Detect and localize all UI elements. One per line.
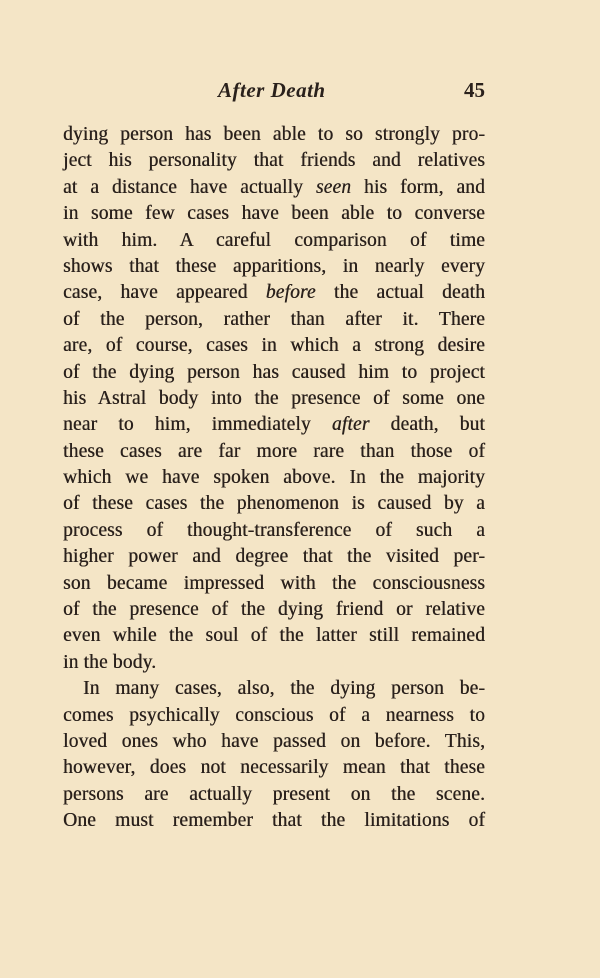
text-line	[63, 280, 485, 306]
text-segment: which we have spoken above. In the majority	[63, 467, 485, 489]
text-segment: case, have appeared	[63, 282, 266, 304]
text-line	[63, 571, 485, 597]
text-line	[63, 465, 485, 491]
text-line	[63, 782, 485, 808]
text-segment: higher power and degree that the visited per-	[63, 546, 485, 568]
text-line	[63, 518, 485, 544]
text-segment: In many cases, also, the dying person be-	[83, 678, 485, 700]
text-line	[63, 386, 485, 412]
italic-text: before	[265, 282, 316, 304]
text-segment: with him. A careful comparison of time	[63, 229, 485, 251]
text-line	[63, 412, 485, 438]
running-title: After Death	[218, 78, 326, 102]
text-segment: however, does not necessarily mean that these	[63, 757, 485, 779]
text-segment: his form, and	[351, 176, 485, 198]
text-segment: are, of course, cases in which a strong desire	[63, 335, 485, 357]
text-line	[63, 755, 485, 781]
text-line	[63, 703, 485, 729]
text-line	[63, 544, 485, 570]
text-segment: these cases are far more rare than those of	[63, 440, 485, 462]
text-segment: loved ones who have passed on before. This,	[63, 730, 485, 752]
body-text	[63, 122, 485, 835]
text-line	[63, 808, 485, 834]
text-segment: his Astral body into the presence of some one	[63, 387, 485, 409]
text-segment: One must remember that the limitations of	[63, 810, 485, 832]
text-segment: in the body.	[63, 651, 157, 673]
text-line	[63, 623, 485, 649]
text-line	[63, 175, 485, 201]
text-line	[63, 491, 485, 517]
text-line	[63, 439, 485, 465]
text-line	[63, 254, 485, 280]
text-line	[63, 676, 485, 702]
text-line	[63, 201, 485, 227]
text-line	[63, 597, 485, 623]
page-number: 45	[464, 78, 485, 102]
text-segment: comes psychically conscious of a nearness to	[63, 704, 485, 726]
text-segment: son became impressed with the consciousness	[63, 572, 485, 594]
text-line	[63, 729, 485, 755]
text-segment: the actual death	[315, 282, 486, 304]
text-line	[63, 333, 485, 359]
text-segment: of the presence of the dying friend or relative	[63, 599, 485, 621]
text-line	[63, 148, 485, 174]
text-segment: persons are actually present on the scene.	[63, 783, 485, 805]
text-line	[63, 122, 485, 148]
text-segment: process of thought-transference of such a	[63, 519, 485, 541]
italic-text: after	[331, 414, 370, 436]
text-line	[63, 307, 485, 333]
text-segment: near to him, immediately	[63, 414, 332, 436]
text-segment: of these cases the phenomenon is caused by a	[63, 493, 485, 515]
text-segment: of the dying person has caused him to project	[63, 361, 485, 383]
text-line	[63, 228, 485, 254]
text-segment: even while the soul of the latter still remained	[63, 625, 485, 647]
italic-text: seen	[315, 176, 352, 198]
text-segment: in some few cases have been able to converse	[63, 203, 485, 225]
text-line	[63, 650, 485, 676]
text-segment: dying person has been able to so strongly pro-	[63, 124, 485, 145]
text-segment: of the person, rather than after it. There	[63, 308, 485, 330]
text-segment: at a distance have actually	[63, 176, 316, 198]
text-segment: shows that these apparitions, in nearly every	[63, 255, 485, 277]
text-segment: death, but	[369, 414, 485, 436]
text-line	[63, 360, 485, 386]
running-header	[63, 78, 485, 108]
text-segment: ject his personality that friends and relatives	[63, 150, 485, 172]
